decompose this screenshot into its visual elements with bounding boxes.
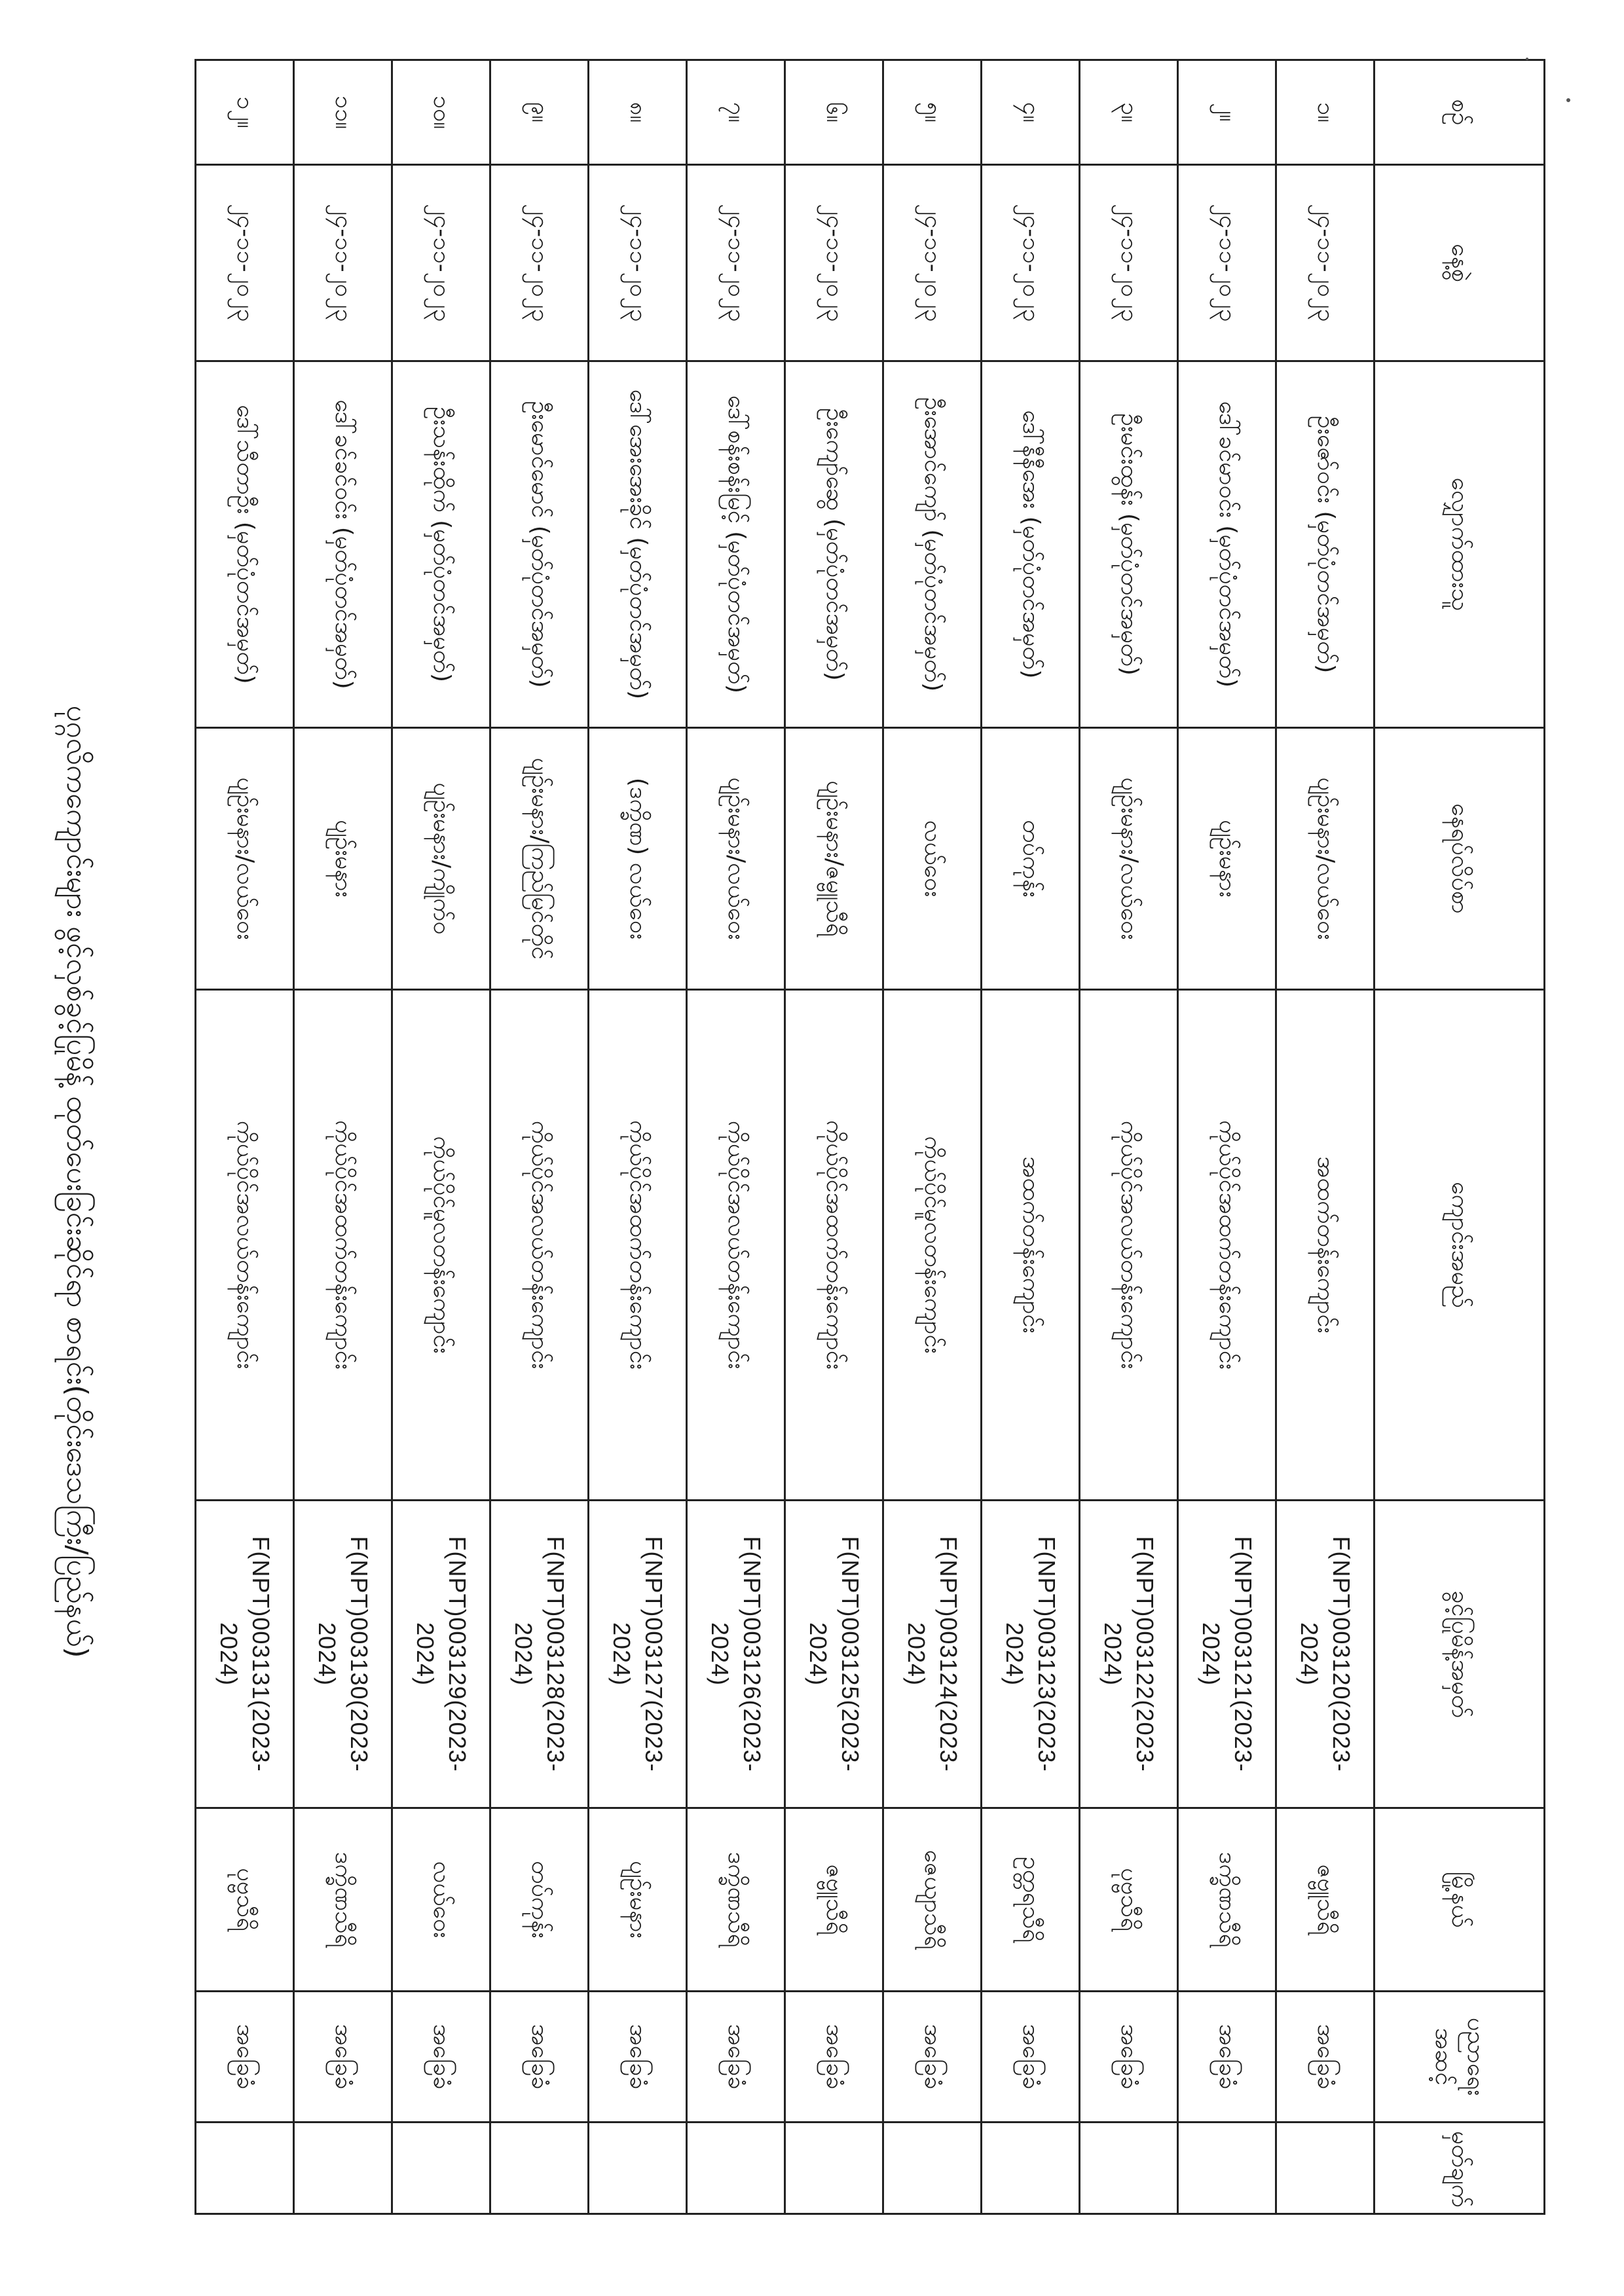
scan-speck bbox=[1566, 98, 1570, 102]
row-applicant: ဦးမင်းထွန်း (မှတ်ပုံတင်အမှတ်) bbox=[1080, 361, 1178, 728]
row-file-no: F(NPT)003123(2023-2024) bbox=[982, 1501, 1080, 1808]
row-level: အခြေခံ bbox=[785, 1992, 883, 2123]
table-row bbox=[785, 60, 883, 2214]
header-township: မြို့နယ် bbox=[1375, 1808, 1545, 1992]
row-township: ဒက္ခိဏသီရိ bbox=[687, 1808, 785, 1992]
row-applicant: ဒေါ်သီတာဦး (မှတ်ပုံတင်အမှတ်) bbox=[196, 361, 294, 728]
row-file-no: F(NPT)003129(2023-2024) bbox=[392, 1501, 490, 1808]
row-number: ၄။ bbox=[982, 60, 1080, 165]
row-date: ၂၄-၁၁-၂၀၂၃ bbox=[490, 165, 589, 361]
table-row bbox=[490, 60, 589, 2214]
scan-speck bbox=[1526, 58, 1528, 60]
row-school: ကိုယ်ပိုင်မူလတန်းကျောင်း bbox=[392, 990, 490, 1501]
row-applicant: ဒေါ်နီနီအေး (မှတ်ပုံတင်အမှတ်) bbox=[982, 361, 1080, 728]
header-file-no: ခွင့်ပြုမိန့်အမှတ် bbox=[1375, 1501, 1545, 1808]
row-applicant: ဦးမောင်မောင် (မှတ်ပုံတင်အမှတ်) bbox=[490, 361, 589, 728]
row-township: ပုဗ္ဗသီရိ bbox=[196, 1808, 294, 1992]
row-school: အထက်တန်းကျောင်း bbox=[1276, 990, 1375, 1501]
row-address: တပ်ကုန်း bbox=[982, 728, 1080, 990]
row-number: ၁၀။ bbox=[392, 60, 490, 165]
row-school: ကိုယ်ပိုင်အထက်တန်းကျောင်း bbox=[1178, 990, 1276, 1501]
row-applicant: ဒေါ်ခင်ခင်ဝင်း (မှတ်ပုံတင်အမှတ်) bbox=[294, 361, 392, 728]
row-school: ကိုယ်ပိုင်အထက်တန်းကျောင်း bbox=[294, 990, 392, 1501]
row-address: ပျဉ်းမနား bbox=[294, 728, 392, 990]
row-level: အခြေခံ bbox=[589, 1992, 687, 2123]
row-township: ဥတ္တရသီရိ bbox=[982, 1808, 1080, 1992]
row-level: အခြေခံ bbox=[1178, 1992, 1276, 2123]
row-school: ကိုယ်ပိုင်အလယ်တန်းကျောင်း bbox=[687, 990, 785, 1501]
row-number: ၉။ bbox=[490, 60, 589, 165]
header-level: ပညာရေး အဆင့် bbox=[1375, 1992, 1545, 2123]
row-school: အထက်တန်းကျောင်း bbox=[982, 990, 1080, 1501]
row-number: ၂။ bbox=[1178, 60, 1276, 165]
table-row bbox=[883, 60, 982, 2214]
row-address: ပျဉ်းမနား/လယ်ဝေး bbox=[1080, 728, 1178, 990]
row-remark bbox=[687, 2123, 785, 2214]
row-remark bbox=[1276, 2123, 1375, 2214]
row-remark bbox=[294, 2123, 392, 2214]
header-address: နေရပ်လိပ်စာ bbox=[1375, 728, 1545, 990]
row-school: ကိုယ်ပိုင်အလယ်တန်းကျောင်း bbox=[1080, 990, 1178, 1501]
row-number: ၃။ bbox=[1080, 60, 1178, 165]
row-file-no: F(NPT)003131(2023-2024) bbox=[196, 1501, 294, 1808]
row-file-no: F(NPT)003127(2023-2024) bbox=[589, 1501, 687, 1808]
row-township: လယ်ဝေး bbox=[392, 1808, 490, 1992]
table-header-row bbox=[1375, 60, 1545, 2214]
table-row bbox=[982, 60, 1080, 2214]
row-address: ပျဉ်းမနား/ဇမ္ဗူသီရိ bbox=[785, 728, 883, 990]
row-school: ကိုယ်ပိုင်အထက်တန်းကျောင်း bbox=[785, 990, 883, 1501]
header-date: နေ့စွဲ bbox=[1375, 165, 1545, 361]
row-school: ကိုယ်ပိုင်အလယ်တန်းကျောင်း bbox=[490, 990, 589, 1501]
row-date: ၂၄-၁၁-၂၀၂၃ bbox=[1276, 165, 1375, 361]
row-number: ၈။ bbox=[589, 60, 687, 165]
row-township: ဒက္ခိဏသီရိ bbox=[1178, 1808, 1276, 1992]
page-title: ပုဂ္ဂလိကကျောင်းများ ဖွင့်လှစ်ခွင့်ပြုမိန့် ထုတ်ပေးခြင်းဆိုင်ရာ စာရင်း(တိုင်းဒေသကြီး/ပြည်နယ်) bbox=[60, 705, 94, 1658]
row-remark bbox=[785, 2123, 883, 2214]
row-school: ကိုယ်ပိုင်အလယ်တန်းကျောင်း bbox=[196, 990, 294, 1501]
header-school: ကျောင်းအမည် bbox=[1375, 990, 1545, 1501]
row-number: ၁၁။ bbox=[294, 60, 392, 165]
row-address: ပျဉ်းမနား/လယ်ဝေး bbox=[1276, 728, 1375, 990]
header-remark: မှတ်ချက် bbox=[1375, 2123, 1545, 2214]
row-date: ၂၄-၁၁-၂၀၂၃ bbox=[982, 165, 1080, 361]
row-applicant: ဦးကျော်ဆွေ (မှတ်ပုံတင်အမှတ်) bbox=[785, 361, 883, 728]
row-file-no: F(NPT)003124(2023-2024) bbox=[883, 1501, 982, 1808]
row-remark bbox=[196, 2123, 294, 2214]
row-applicant: ဦးအောင်ကျော် (မှတ်ပုံတင်အမှတ်) bbox=[883, 361, 982, 728]
row-level: အခြေခံ bbox=[490, 1992, 589, 2123]
row-level: အခြေခံ bbox=[982, 1992, 1080, 2123]
row-township: ပုဗ္ဗသီရိ bbox=[1080, 1808, 1178, 1992]
row-address: ပျဉ်းမနား/လယ်ဝေး bbox=[196, 728, 294, 990]
row-level: အခြေခံ bbox=[392, 1992, 490, 2123]
row-level: အခြေခံ bbox=[196, 1992, 294, 2123]
row-township: ဇဗ္ဗူသီရိ bbox=[785, 1808, 883, 1992]
row-file-no: F(NPT)003128(2023-2024) bbox=[490, 1501, 589, 1808]
header-no: စဉ် bbox=[1375, 60, 1545, 165]
table-row bbox=[1178, 60, 1276, 2214]
row-level: အခြေခံ bbox=[1080, 1992, 1178, 2123]
row-remark bbox=[1178, 2123, 1276, 2214]
row-applicant: ဒေါ်ခင်မာဝင်း (မှတ်ပုံတင်အမှတ်) bbox=[1178, 361, 1276, 728]
row-date: ၂၄-၁၁-၂၀၂၃ bbox=[687, 165, 785, 361]
row-number: ၅။ bbox=[883, 60, 982, 165]
table-row bbox=[1080, 60, 1178, 2214]
row-applicant: ဦးဇော်ဝင်း (မှတ်ပုံတင်အမှတ်) bbox=[1276, 361, 1375, 728]
table-row bbox=[196, 60, 294, 2214]
row-number: ၆။ bbox=[785, 60, 883, 165]
row-address: ပျဉ်းမနား/ကြည်မြင်တိုင် bbox=[490, 728, 589, 990]
row-file-no: F(NPT)003126(2023-2024) bbox=[687, 1501, 785, 1808]
table-row bbox=[687, 60, 785, 2214]
row-address: လယ်ဝေး bbox=[883, 728, 982, 990]
row-number: ၇။ bbox=[687, 60, 785, 165]
row-file-no: F(NPT)003125(2023-2024) bbox=[785, 1501, 883, 1808]
row-applicant: ဒေါ်အေးအေးခိုင် (မှတ်ပုံတင်အမှတ်) bbox=[589, 361, 687, 728]
row-address: ပျဉ်းမနား/လယ်ဝေး bbox=[687, 728, 785, 990]
row-remark bbox=[982, 2123, 1080, 2214]
row-file-no: F(NPT)003120(2023-2024) bbox=[1276, 1501, 1375, 1808]
header-applicant: လျှောက်ထားသူ bbox=[1375, 361, 1545, 728]
row-date: ၂၄-၁၁-၂၀၂၃ bbox=[785, 165, 883, 361]
row-remark bbox=[392, 2123, 490, 2214]
row-address: ပျဉ်းမနား/ကျိုက်ဝ bbox=[392, 728, 490, 990]
row-school: ကိုယ်ပိုင်အထက်တန်းကျောင်း bbox=[589, 990, 687, 1501]
row-applicant: ဒေါ်စန်းစန်းမြင့် (မှတ်ပုံတင်အမှတ်) bbox=[687, 361, 785, 728]
row-remark bbox=[589, 2123, 687, 2214]
row-date: ၂၄-၁၁-၂၀၂၃ bbox=[589, 165, 687, 361]
row-township: ဇေယျာသီရိ bbox=[883, 1808, 982, 1992]
row-date: ၂၄-၁၁-၂၀၂၃ bbox=[392, 165, 490, 361]
row-level: အခြေခံ bbox=[294, 1992, 392, 2123]
table-row bbox=[1276, 60, 1375, 2214]
row-date: ၂၄-၁၁-၂၀၂၃ bbox=[883, 165, 982, 361]
table-row bbox=[294, 60, 392, 2214]
row-file-no: F(NPT)003122(2023-2024) bbox=[1080, 1501, 1178, 1808]
row-remark bbox=[490, 2123, 589, 2214]
row-remark bbox=[883, 2123, 982, 2214]
row-file-no: F(NPT)003130(2023-2024) bbox=[294, 1501, 392, 1808]
row-township: ဒက္ခိဏသီရိ bbox=[294, 1808, 392, 1992]
row-remark bbox=[1080, 2123, 1178, 2214]
row-school: ကိုယ်ပိုင်မူလတန်းကျောင်း bbox=[883, 990, 982, 1501]
row-number: ၁။ bbox=[1276, 60, 1375, 165]
permit-table bbox=[194, 59, 1545, 2215]
row-date: ၂၄-၁၁-၂၀၂၃ bbox=[1178, 165, 1276, 361]
table-row bbox=[589, 60, 687, 2214]
row-township: တပ်ကုန်း bbox=[490, 1808, 589, 1992]
row-level: အခြေခံ bbox=[687, 1992, 785, 2123]
table-body bbox=[196, 60, 1375, 2214]
row-file-no: F(NPT)003121(2023-2024) bbox=[1178, 1501, 1276, 1808]
row-level: အခြေခံ bbox=[1276, 1992, 1375, 2123]
row-address: (ဒက္ခိဏ) လယ်ဝေး bbox=[589, 728, 687, 990]
row-date: ၂၄-၁၁-၂၀၂၃ bbox=[294, 165, 392, 361]
row-date: ၂၄-၁၁-၂၀၂၃ bbox=[196, 165, 294, 361]
row-date: ၂၄-၁၁-၂၀၂၃ bbox=[1080, 165, 1178, 361]
row-township: ဇဗ္ဗူသီရိ bbox=[1276, 1808, 1375, 1992]
row-applicant: ဦးသန်းထိုက် (မှတ်ပုံတင်အမှတ်) bbox=[392, 361, 490, 728]
row-township: ပျဉ်းမနား bbox=[589, 1808, 687, 1992]
row-address: ပျဉ်းမနား bbox=[1178, 728, 1276, 990]
row-level: အခြေခံ bbox=[883, 1992, 982, 2123]
row-number: ၁၂။ bbox=[196, 60, 294, 165]
table-row bbox=[392, 60, 490, 2214]
